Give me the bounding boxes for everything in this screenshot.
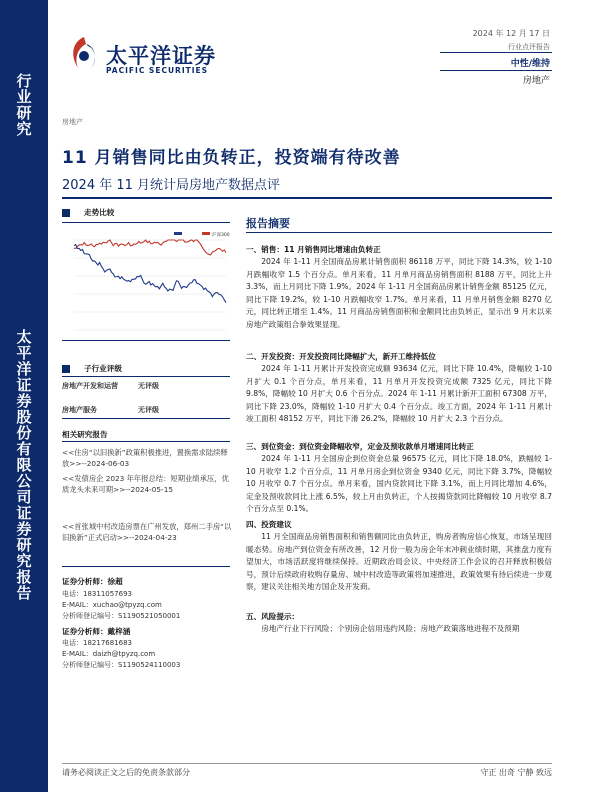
report-type: 行业点评报告	[508, 43, 550, 51]
footer-motto: 守正 出奇 宁静 致远	[480, 768, 552, 777]
page-subtitle: 2024 年 11 月统计局房地产数据点评	[62, 178, 281, 193]
summary-divider	[246, 232, 552, 233]
footer-disclaimer: 请务必阅读正文之后的免责条款部分	[62, 768, 190, 777]
sub-rating-bottom-divider	[62, 418, 230, 419]
analyst-name: 证券分析师：徐超	[62, 577, 123, 586]
summary-heading: 报告摘要	[246, 217, 290, 230]
related-report-link[interactable]: <<发债房企 2023 年年报总结：短期业绩承压，优质龙头未来可期>>--2024-05-15	[62, 474, 229, 494]
industry-name: 房地产	[522, 76, 550, 86]
page-title: 11 月销售同比由负转正，投资端有待改善	[62, 148, 401, 168]
summary-section-text: 房地产行业下行风险；个别房企信用违约风险；房地产政策落地进程不及预期	[261, 624, 520, 633]
sub-rating-name: 房地产开发和运营	[62, 382, 118, 390]
logo-chinese-name: 太平洋证券	[106, 44, 216, 68]
summary-section-title: 三、到位资金：到位资金降幅收窄，定金及预收款单月增速同比转正	[246, 442, 474, 451]
summary-section-text: 2024 年 1-11 月全国商品房累计销售面积 86118 万平，同比下降 14.3%，较 1-10 月跌幅收窄 1.5 个百分点。单月来看，11 月单月商品房销售面积 8188 万平，同比上升 3.3%，而上月同比下降 1.9%。2024 年 1-11 月全国商品房累计销售金额 85125 亿元，同比下降 19.2%，较 1-10 月跌幅收窄 1.7%。单月来看，11 月单月销售金额 8270 亿元，同比转正增至 1.4%。11 月商品房销售面积和金额同比由负转正，显示出 9 月末以来房地产政策组合拳效果显现。	[246, 257, 552, 329]
analyst-phone: 电话：18217681683	[62, 639, 132, 647]
trend-divider	[62, 222, 230, 223]
summary-section-title: 二、开发投资：开发投资同比降幅扩大，新开工维持低位	[246, 352, 436, 361]
sub-rating-value: 无评级	[138, 406, 159, 414]
trend-title: 走势比较	[84, 208, 115, 217]
logo-english-name: PACIFIC SECURITIES	[106, 66, 209, 75]
summary-section-title: 一、销售：11 月销售同比增速由负转正	[246, 245, 381, 254]
summary-section-title: 四、投资建议	[246, 520, 292, 529]
section-marker-icon	[62, 209, 70, 217]
legend-swatch-industry	[174, 232, 182, 235]
related-divider	[62, 441, 230, 442]
summary-section-text: 11 月全国商品房销售面积和销售额同比由负转正，购房者购房信心恢复，市场呈现回暖态势。房地产到位资金有所改善，12 月份一般为房企年末冲刺业绩时期，其推盘力度有望加大，市场活跃度将继续保持。近期政治局会议、中央经济工作会议的召开释放积极信号，预计后续政府收购存量房、城中村改造等政策将加速推进，政策效果有待后续进一步观察，建议关注相关地方国企及开发商。	[246, 532, 552, 591]
related-title: 相关研究报告	[62, 430, 108, 439]
related-report-link[interactable]: <<住房“以旧换新”政策积极推进，置换需求陆续释放>>--2024-06-03	[62, 448, 228, 468]
analyst-phone: 电话：18311057693	[62, 590, 132, 598]
analyst-email[interactable]: E-MAIL：daizh@tpyzq.com	[62, 650, 156, 658]
analyst-cert: 分析师登记编号：S1190524110003	[62, 661, 181, 669]
footer-divider	[62, 763, 552, 764]
sub-rating-divider	[62, 376, 230, 377]
trend-chart	[62, 226, 230, 338]
summary-section-text: 2024 年 1-11 月全国房企到位资金总量 96575 亿元，同比下降 18.0%，跌幅较 1-10 月收窄 1.2 个百分点，11 月单月房企到位资金 9340 亿元，同比下降 3.7%，降幅较 10 月收窄 0.7 个百分点。单月来看，国内贷款同比下降 3.1%，而上月同比增加 4.6%，定金及预收款同比上涨 6.5%，较上月由负转正，个人按揭贷款同比降幅较 10 月收窄 8.7 个百分点至 0.1%。	[246, 454, 552, 513]
report-date: 2024 年 12 月 17 日	[472, 29, 550, 38]
sidebar-company-label: 太平洋证券股份有限公司证券研究报告	[14, 329, 33, 601]
related-bottom-divider	[62, 566, 230, 567]
sidebar-category-label: 行业研究	[14, 73, 33, 137]
analyst-email[interactable]: E-MAIL：xuchao@tpyzq.com	[62, 601, 162, 609]
trend-series-hs300	[74, 240, 226, 255]
chart-bottom-divider	[62, 340, 230, 341]
analyst-name: 证券分析师：戴梓涵	[62, 627, 131, 636]
summary-section-title: 五、风险提示：	[246, 612, 300, 621]
section-marker-icon	[62, 365, 70, 373]
header-divider-2	[440, 70, 552, 71]
related-report-link[interactable]: <<首张城中村改造房票在广州发放，郑州二手房“以旧换新”正式启动>>--2024-04-23	[62, 522, 232, 542]
breadcrumb: 房地产	[62, 118, 83, 126]
sub-rating-value: 无评级	[138, 382, 159, 390]
analyst-cert: 分析师登记编号：S1190521050001	[62, 612, 181, 620]
summary-section-text: 2024 年 1-11 月累计开发投资完成额 93634 亿元，同比下降 10.4%，降幅较 1-10 月扩大 0.1 个百分点，单月来看，11 月单月开发投资完成额 7325 亿元，同比下降 9.8%，降幅较 10 月扩大 0.6 个百分点。2024 年 1-11 月累计新开工面积 67308 万平，同比下降 23.0%，降幅较 1-10 月扩大 0.4 个百分点。竣工方面，2024 年 1-11 月累计竣工面积 48152 万平，同比下滑 26.2%，降幅较 10 月扩大 2.3 个百分点。	[246, 364, 552, 423]
header-divider	[440, 52, 552, 53]
legend-swatch-hs300	[202, 232, 210, 235]
industry-rating: 中性/维持	[510, 59, 550, 69]
title-divider	[62, 197, 552, 199]
sub-rating-title: 子行业评级	[84, 364, 122, 373]
company-logo-icon	[64, 34, 104, 74]
sub-rating-name: 房地产服务	[62, 406, 97, 414]
legend-label-hs300: 沪深300	[212, 233, 230, 238]
